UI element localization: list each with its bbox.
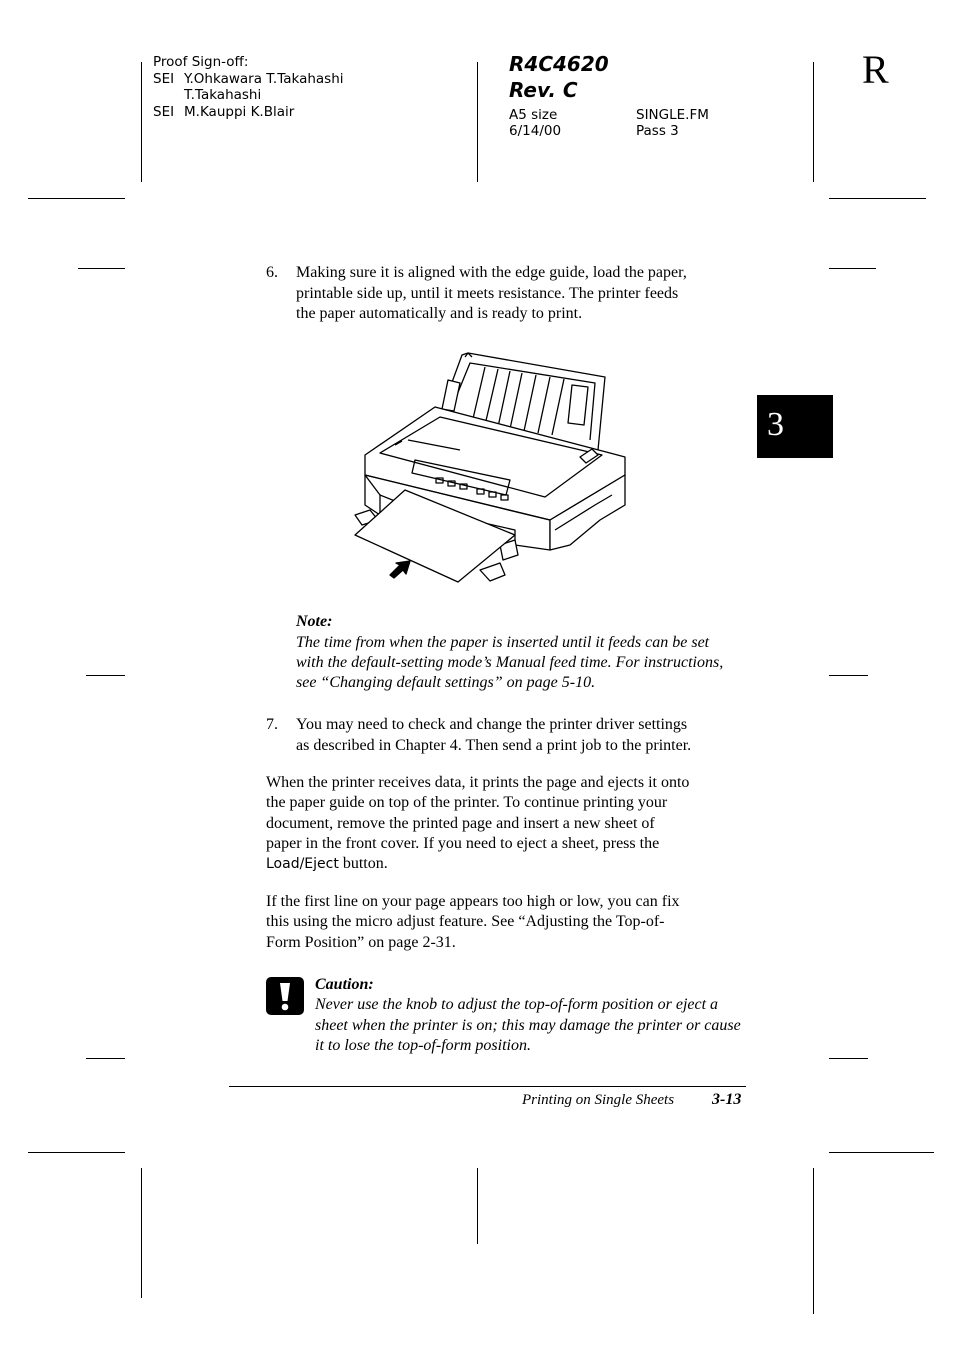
paragraph-line <box>266 854 388 875</box>
paragraph-line: document, remove the printed page and insert a new sheet of <box>266 815 655 832</box>
crop-mark <box>829 675 868 676</box>
caution-text: it to lose the top-of-form position. <box>315 1037 531 1054</box>
step-text: printable side up, until it meets resistance. The printer feeds <box>296 285 679 302</box>
caution-text: sheet when the printer is on; this may damage the printer or cause <box>315 1017 741 1034</box>
model-code: R4C4620 <box>509 52 609 76</box>
crop-mark <box>141 1168 142 1298</box>
paragraph-line: When the printer receives data, it prints the page and ejects it onto <box>266 774 690 791</box>
crop-mark <box>86 675 125 676</box>
signoff-names: T.Takahashi <box>184 87 262 103</box>
note-text: see “Changing default settings” on page 5-10. <box>296 674 596 691</box>
chapter-number: 3 <box>767 406 784 443</box>
paragraph-line: this using the micro adjust feature. See “Adjusting the Top-of- <box>266 913 665 930</box>
crop-mark <box>829 268 876 269</box>
date: 6/14/00 <box>509 123 562 139</box>
signoff-dept: SEI <box>153 71 175 87</box>
step-number: 6. <box>266 264 278 281</box>
paragraph-line: paper in the front cover. If you need to eject a sheet, press the <box>266 835 660 852</box>
pass-number: Pass 3 <box>636 123 679 139</box>
proof-signoff-label: Proof Sign-off: <box>153 54 249 70</box>
paper-size: A5 size <box>509 107 558 123</box>
crop-mark <box>28 1152 125 1153</box>
signoff-names: M.Kauppi K.Blair <box>184 104 295 120</box>
step-text: as described in Chapter 4. Then send a print job to the printer. <box>296 737 692 754</box>
note-text: with the default-setting mode’s Manual feed time. For instructions, <box>296 654 724 671</box>
step-text: the paper automatically and is ready to print. <box>296 305 583 322</box>
crop-mark <box>829 1152 934 1153</box>
crop-mark <box>813 1168 814 1314</box>
note-title: Note: <box>296 613 333 630</box>
paragraph-line: Form Position” on page 2-31. <box>266 934 456 951</box>
crop-mark <box>141 62 142 182</box>
chapter-tab <box>757 395 833 458</box>
signoff-dept: SEI <box>153 104 175 120</box>
button-name: Load/Eject <box>266 856 339 872</box>
crop-mark <box>477 62 478 182</box>
crop-mark <box>829 198 926 199</box>
printer-illustration <box>340 345 640 590</box>
crop-mark <box>78 268 125 269</box>
paragraph-text: button. <box>338 855 388 872</box>
note-text: The time from when the paper is inserted until it feeds can be set <box>296 634 710 651</box>
paragraph-line: the paper guide on top of the printer. To continue printing your <box>266 794 668 811</box>
step-number: 7. <box>266 716 278 733</box>
step-text: You may need to check and change the printer driver settings <box>296 716 688 733</box>
caution-icon <box>266 977 304 1015</box>
corner-letter: R <box>862 47 889 92</box>
revision: Rev. C <box>509 78 578 102</box>
signoff-names: Y.Ohkawara T.Takahashi <box>184 71 344 87</box>
caution-title: Caution: <box>315 976 374 993</box>
paragraph-line: If the first line on your page appears too high or low, you can fix <box>266 893 680 910</box>
footer-section: Printing on Single Sheets <box>522 1092 675 1108</box>
page-number: 3-13 <box>712 1091 742 1108</box>
file-name: SINGLE.FM <box>636 107 709 123</box>
footer-rule <box>229 1086 746 1087</box>
caution-text: Never use the knob to adjust the top-of-form position or eject a <box>315 996 719 1013</box>
step-text: Making sure it is aligned with the edge guide, load the paper, <box>296 264 687 281</box>
crop-mark <box>28 198 125 199</box>
crop-mark <box>86 1058 125 1059</box>
crop-mark <box>477 1168 478 1244</box>
crop-mark <box>813 62 814 182</box>
crop-mark <box>829 1058 868 1059</box>
